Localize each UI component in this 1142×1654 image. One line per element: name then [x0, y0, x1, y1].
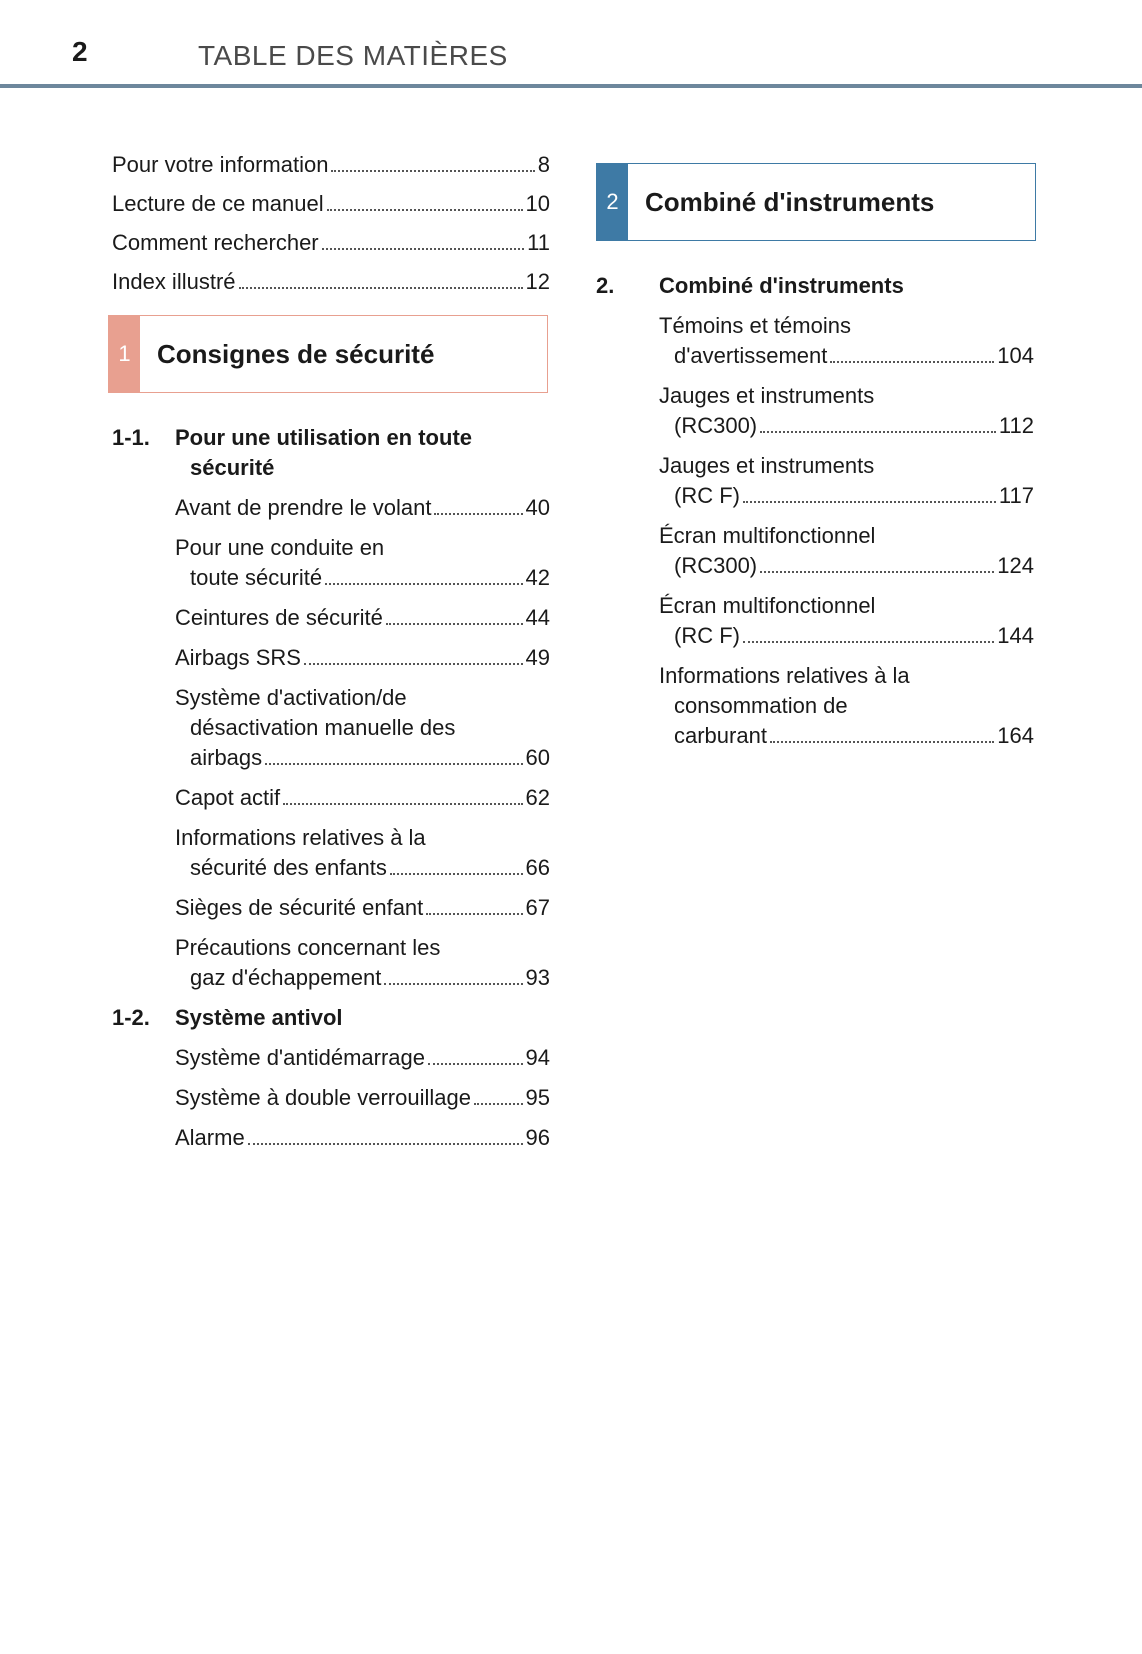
toc-page-number: 67: [525, 895, 550, 920]
toc-entry-line: [659, 621, 1034, 651]
toc-entry-line: [175, 893, 550, 923]
toc-entry-text: Système d'antidémarrage: [175, 1045, 425, 1070]
toc-entry-line: [175, 1083, 550, 1113]
toc-entry-line: [659, 591, 1034, 621]
toc-page-number: 94: [525, 1045, 550, 1070]
toc-entry-text: sécurité des enfants: [190, 855, 387, 880]
dot-leader: [760, 571, 994, 573]
toc-entry-line: [175, 493, 550, 523]
chapter-2-title: Combiné d'instruments: [645, 186, 935, 217]
chapter-2-sections: [596, 271, 1034, 751]
toc-page-number: 66: [525, 855, 550, 880]
page-header: [0, 0, 1142, 90]
toc-entry-text: Sièges de sécurité enfant: [175, 895, 424, 920]
toc-entry-text: Lecture de ce manuel: [112, 191, 324, 216]
dot-leader: [384, 983, 522, 985]
section-entries: [596, 311, 1034, 751]
toc-entry-text: carburant: [674, 723, 767, 748]
toc-entry[interactable]: [112, 228, 550, 258]
toc-entry[interactable]: [175, 643, 550, 673]
section-title: [112, 423, 550, 483]
section-title-line: Système antivol: [175, 1005, 343, 1030]
toc-entry[interactable]: [175, 823, 550, 883]
toc-entry-line: [175, 783, 550, 813]
right-column: [596, 150, 1034, 761]
toc-entry-line: [659, 481, 1034, 511]
section-heading[interactable]: [112, 1003, 550, 1033]
toc-entry[interactable]: [659, 661, 1034, 751]
toc-page-number: 62: [525, 785, 550, 810]
toc-entry-text: Pour votre information: [112, 152, 329, 177]
page-title: TABLE DES MATIÈRES: [198, 40, 508, 71]
toc-entry-line: [175, 533, 550, 563]
toc-entry[interactable]: [659, 311, 1034, 371]
chapter-1-title: Consignes de sécurité: [157, 338, 435, 369]
toc-entry-text: Comment rechercher: [112, 230, 319, 255]
general-entries: [112, 150, 550, 297]
dot-leader: [830, 361, 994, 363]
page-number: 2: [72, 36, 88, 67]
toc-entry-line: [175, 823, 550, 853]
toc-page-number: 112: [998, 413, 1034, 438]
toc-entry[interactable]: [175, 1083, 550, 1113]
chapter-1-sections: [112, 423, 550, 1153]
toc-entry[interactable]: [175, 683, 550, 773]
toc-entry[interactable]: [175, 1123, 550, 1153]
dot-leader: [434, 513, 522, 515]
section-title-line: Pour une utilisation en toute: [175, 425, 472, 450]
toc-entry-line: [175, 683, 550, 713]
toc-entry-line: [175, 1123, 550, 1153]
section-entries: [112, 1043, 550, 1153]
toc-entry[interactable]: [112, 267, 550, 297]
toc-entry-line: [659, 691, 1034, 721]
toc-entry-text: Témoins et témoins: [659, 313, 851, 338]
dot-leader: [426, 913, 522, 915]
toc-entry[interactable]: [659, 521, 1034, 581]
section-title: [596, 271, 1034, 301]
toc-page-number: 93: [525, 965, 550, 990]
toc-entry-text: d'avertissement: [674, 343, 828, 368]
dot-leader: [239, 287, 523, 289]
toc-entry-text: (RC300): [674, 553, 758, 578]
toc-entry-line: [175, 713, 550, 743]
toc-entry-text: consommation de: [674, 693, 848, 718]
toc-entry[interactable]: [175, 783, 550, 813]
toc-page-number: 124: [997, 553, 1034, 578]
dot-leader: [743, 501, 996, 503]
section-number: 1-2.: [112, 1005, 150, 1030]
toc-entry-text: Avant de prendre le volant: [175, 495, 432, 520]
section-heading[interactable]: [596, 271, 1034, 301]
toc-page-number: 11: [527, 230, 550, 255]
dot-leader: [248, 1143, 523, 1145]
dot-leader: [327, 209, 523, 211]
toc-entry-text: Système à double verrouillage: [175, 1085, 471, 1110]
toc-entry-line: [112, 267, 550, 297]
toc-entry-line: [659, 661, 1034, 691]
toc-entry[interactable]: [659, 591, 1034, 651]
toc-entry-line: [175, 743, 550, 773]
toc-page-number: 96: [525, 1125, 550, 1150]
toc-entry-text: désactivation manuelle des: [190, 715, 456, 740]
toc-entry-line: [175, 1043, 550, 1073]
toc-entry[interactable]: [175, 533, 550, 593]
dot-leader: [283, 803, 522, 805]
toc-entry-text: toute sécurité: [190, 565, 323, 590]
dot-leader: [760, 431, 996, 433]
toc-page-number: 60: [525, 745, 550, 770]
toc-entry[interactable]: [112, 150, 550, 180]
dot-leader: [322, 248, 525, 250]
toc-entry-text: Écran multifonctionnel: [659, 523, 876, 548]
toc-entry-text: Jauges et instruments: [659, 453, 875, 478]
toc-entry-text: Index illustré: [112, 269, 236, 294]
section-title-line: sécurité: [190, 455, 275, 480]
toc-entry-line: [112, 189, 550, 219]
toc-entry-text: gaz d'échappement: [190, 965, 382, 990]
toc-entry-line: [112, 150, 550, 180]
toc-page-number: 95: [525, 1085, 550, 1110]
toc-page-number: 42: [525, 565, 550, 590]
toc-page-number: 164: [997, 723, 1034, 748]
chapter-2-tab: 2: [597, 164, 628, 240]
toc-entry-line: [175, 933, 550, 963]
toc-page-number: 12: [525, 269, 550, 294]
toc-entry-text: Airbags SRS: [175, 645, 301, 670]
toc-entry-text: Capot actif: [175, 785, 281, 810]
toc-entry[interactable]: [175, 893, 550, 923]
toc-entry-line: [659, 411, 1034, 441]
toc-entry-text: airbags: [190, 745, 263, 770]
toc-entry-line: [659, 311, 1034, 341]
toc-page-number: 49: [525, 645, 550, 670]
toc-entry-line: [659, 551, 1034, 581]
toc-page-number: 144: [997, 623, 1034, 648]
section-heading[interactable]: [112, 423, 550, 483]
toc-entry-line: [659, 721, 1034, 751]
toc-entry-line: [175, 563, 550, 593]
dot-leader: [386, 623, 523, 625]
toc-entry-line: [659, 381, 1034, 411]
section-title-line: Combiné d'instruments: [659, 273, 904, 298]
toc-entry-line: [659, 451, 1034, 481]
toc-entry-text: Alarme: [175, 1125, 245, 1150]
toc-page-number: 104: [997, 343, 1034, 368]
dot-leader: [325, 583, 522, 585]
toc-entry-line: [175, 853, 550, 883]
section-number: 1-1.: [112, 425, 150, 450]
toc-entry[interactable]: [175, 1043, 550, 1073]
section-entries: [112, 493, 550, 993]
toc-entry-line: [175, 643, 550, 673]
toc-entry-text: (RC300): [674, 413, 758, 438]
toc-entry-line: [112, 228, 550, 258]
toc-page-number: 117: [998, 483, 1034, 508]
toc-page-number: 10: [525, 191, 550, 216]
toc-entry-text: Informations relatives à la: [175, 825, 426, 850]
toc-page-number: 44: [525, 605, 550, 630]
dot-leader: [390, 873, 523, 875]
toc-entry[interactable]: [659, 381, 1034, 441]
toc-entry-text: (RC F): [674, 483, 740, 508]
dot-leader: [743, 641, 994, 643]
dot-leader: [770, 741, 994, 743]
toc-entry-text: (RC F): [674, 623, 740, 648]
dot-leader: [428, 1063, 523, 1065]
toc-entry[interactable]: [112, 189, 550, 219]
toc-entry[interactable]: [175, 603, 550, 633]
toc-entry[interactable]: [175, 493, 550, 523]
section-title: [112, 1003, 550, 1033]
toc-entry-text: Ceintures de sécurité: [175, 605, 383, 630]
toc-entry-line: [659, 341, 1034, 371]
toc-entry-line: [659, 521, 1034, 551]
chapter-1-box[interactable]: [108, 315, 548, 393]
toc-entry-line: [175, 963, 550, 993]
dot-leader: [331, 170, 534, 172]
toc-entry-line: [175, 603, 550, 633]
toc-entry-text: Informations relatives à la: [659, 663, 910, 688]
toc-entry[interactable]: [175, 933, 550, 993]
toc-entry-text: Écran multifonctionnel: [659, 593, 876, 618]
toc-entry-text: Précautions concernant les: [175, 935, 441, 960]
chapter-2-box[interactable]: [596, 163, 1036, 241]
header-divider: [0, 84, 1142, 88]
toc-entry[interactable]: [659, 451, 1034, 511]
dot-leader: [474, 1103, 523, 1105]
dot-leader: [304, 663, 523, 665]
dot-leader: [265, 763, 522, 765]
toc-entry-text: Système d'activation/de: [175, 685, 407, 710]
section-number: 2.: [596, 273, 615, 298]
toc-page-number: 8: [537, 152, 550, 177]
toc-page-number: 40: [525, 495, 550, 520]
toc-entry-text: Pour une conduite en: [175, 535, 385, 560]
toc-entry-text: Jauges et instruments: [659, 383, 875, 408]
left-column: [112, 150, 550, 1163]
chapter-1-tab: 1: [109, 316, 140, 392]
